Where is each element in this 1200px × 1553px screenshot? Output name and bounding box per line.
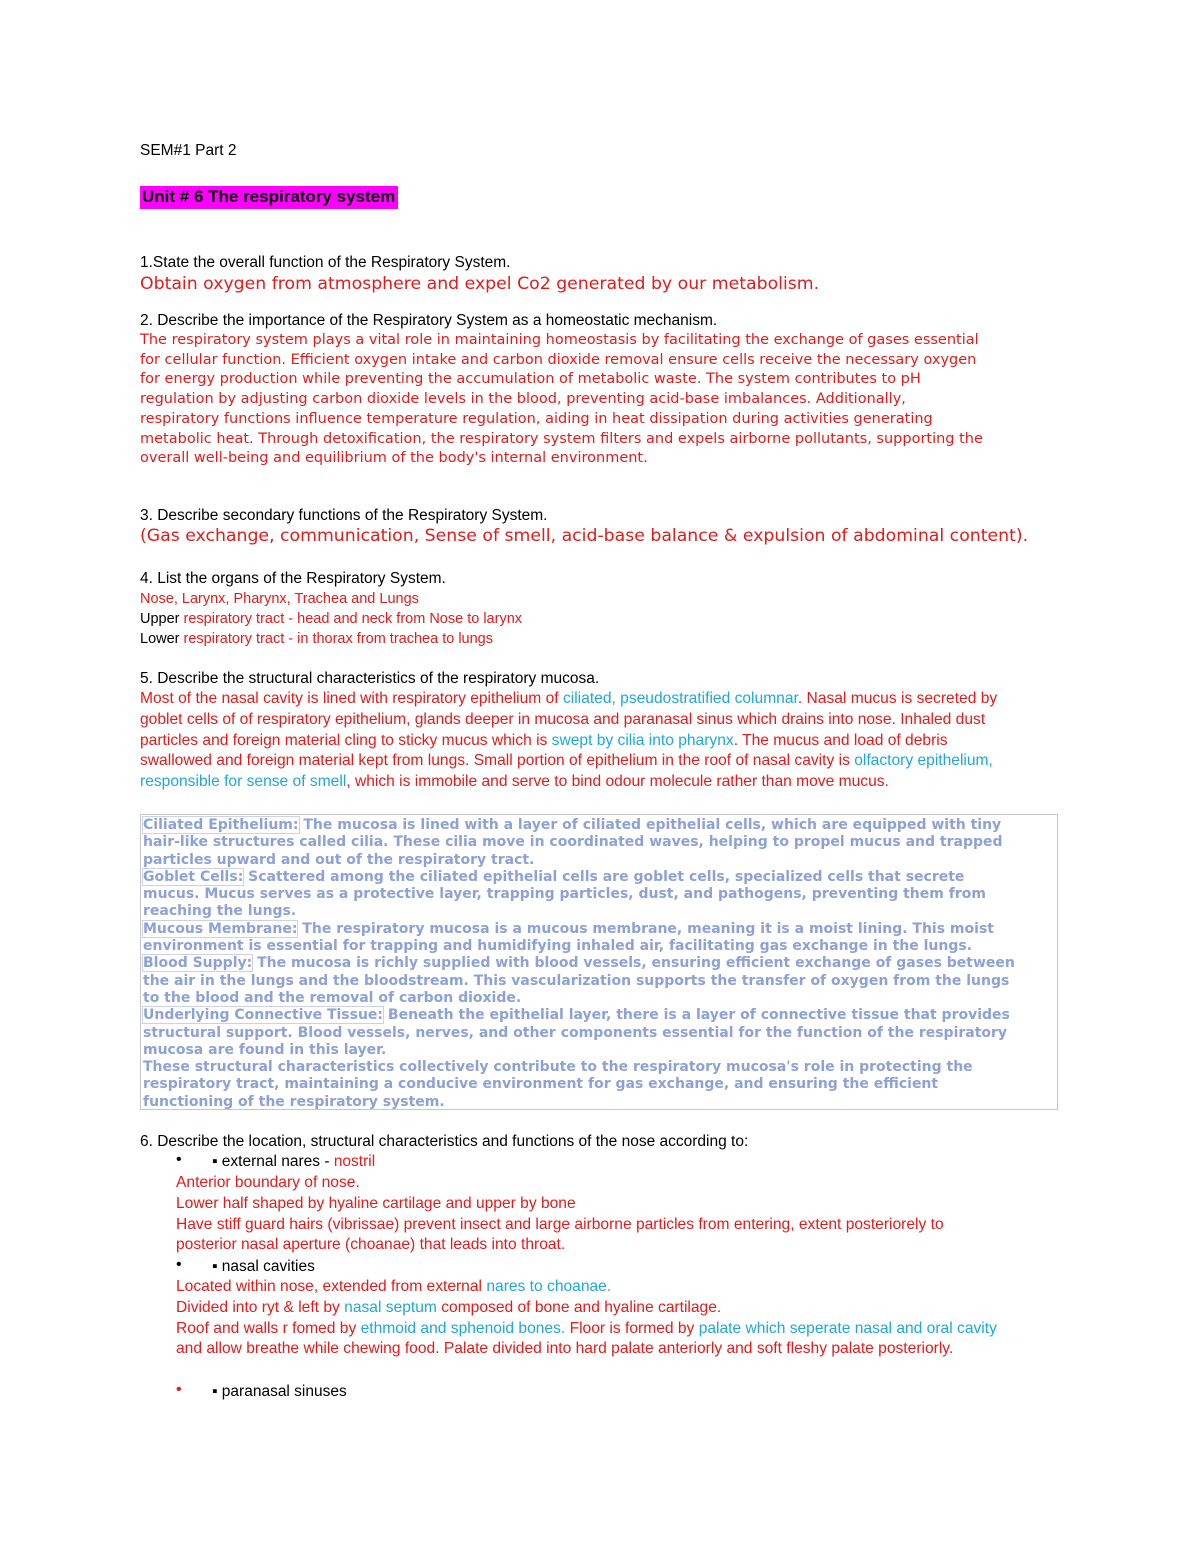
item-nasal-cavities: ▪ nasal cavities xyxy=(212,1258,315,1275)
q6-question: 6. Describe the location, structural characteristics and functions of the nose according to: xyxy=(140,1133,749,1150)
bullet-2: • xyxy=(176,1256,182,1273)
q2-question: 2. Describe the importance of the Respiratory System as a homeostatic mechanism. xyxy=(140,312,718,329)
q4-question: 4. List the organs of the Respiratory System. xyxy=(140,570,446,587)
q4-lower: Lower respiratory tract - in thorax from trachea to lungs xyxy=(140,631,493,647)
q1-answer: Obtain oxygen from atmosphere and expel Co2 generated by our metabolism. xyxy=(140,274,820,294)
q5-question: 5. Describe the structural characteristics of the respiratory mucosa. xyxy=(140,670,600,687)
connective-label: Underlying Connective Tissue: xyxy=(143,1007,384,1024)
bullet-1: • xyxy=(176,1151,182,1168)
q4-organs: Nose, Larynx, Pharynx, Trachea and Lungs xyxy=(140,591,419,607)
q2-answer: The respiratory system plays a vital role in maintaining homeostasis by facilitating the exchange of gases essential for cellular function. Efficient oxygen intake and carbon dioxide removal ensure cells receive the necessary oxygen for energy production while preventing the accumulation of metabolic waste. The system contributes to pH regulation by adjusting carbon dioxide levels in the blood, preventing acid-base imbalances. Additionally, respiratory functions influence temperature regulation, aiding in heat dissipation during activities generating metabolic heat. Through detoxification, the respiratory system filters and expels airborne pollutants, supporting the overall well-being and equilibrium of the body's internal environment. xyxy=(140,332,983,467)
nasal-cavities-details: Located within nose, extended from external nares to choanae. Divided into ryt & left by nasal septum composed of bone and hyaline cartilage. Roof and walls r fomed by ethmoid and sphenoid bones. Floor is formed by palate which seperate nasal and oral cavity and allow breathe while chewing food. Palate divided into hard palate anteriorly and soft fleshy palate posteriorly. xyxy=(176,1278,997,1358)
external-nares-details: Anterior boundary of nose. Lower half shaped by hyaline cartilage and upper by bone Have stiff guard hairs (vibrissae) prevent insect and large airborne particles from entering, extent posteriorely to posterior nasal aperture (choanae) that leads into throat. xyxy=(176,1174,944,1254)
unit-title: Unit # 6 The respiratory system xyxy=(140,186,398,209)
item-external-nares: ▪ external nares - nostril xyxy=(212,1153,376,1170)
q5-answer: Most of the nasal cavity is lined with respiratory epithelium of ciliated, pseudostratified columnar. Nasal mucus is secreted by goblet cells of of respiratory epithelium, glands deeper in mucosa and paranasal sinus which drains into nose. Inhaled dust particles and foreign material cling to sticky mucus which is swept by cilia into pharynx. The mucus and load of debris swallowed and foreign material kept from lungs. Small portion of epithelium in the roof of nasal cavity is olfactory epithelium, responsible for sense of smell, which is immobile and serve to bind odour molecule rather than move mucus. xyxy=(140,690,998,791)
ciliated-label: Ciliated Epithelium: xyxy=(143,817,299,833)
bullet-3: • xyxy=(176,1381,182,1398)
q3-question: 3. Describe secondary functions of the Respiratory System. xyxy=(140,507,548,524)
mucous-label: Mucous Membrane: xyxy=(143,920,298,937)
sem-header: SEM#1 Part 2 xyxy=(140,142,237,159)
mucosa-info-box: Ciliated Epithelium: The mucosa is lined with a layer of ciliated epithelial cells, which are equipped with tiny hair-like structures called cilia. These cilia move in coordinated waves, helping to propel mucus and trapped particles upward and out of the respiratory tract. Goblet Cells: Scattered among the ciliated epithelial cells are goblet cells, specialized cells that secrete mucus. Mucus serves as a protective layer, trapping particles, dust, and pathogens, preventing them from reaching the lungs. Mucous Membrane: The respiratory mucosa is a mucous membrane, meaning it is a moist lining. This moist environment is essential for trapping and humidifying inhaled air, facilitating gas exchange in the lungs. Blood Supply: The mucosa is richly supplied with blood vessels, ensuring efficient exchange of gases between the air in the lungs and the bloodstream. This vascularization supports the transfer of oxygen from the lungs to the blood and the removal of carbon dioxide. Underlying Connective Tissue: Beneath the epithelial layer, there is a layer of connective tissue that provides structural support. Blood vessels, nerves, and other components essential for the function of the respiratory mucosa are found in this layer. These structural characteristics collectively contribute to the respiratory mucosa's role in protecting the respiratory tract, maintaining a conducive environment for gas exchange, and ensuring the efficient functioning of the respiratory system. xyxy=(140,814,1058,1110)
q1-question: 1.State the overall function of the Respiratory System. xyxy=(140,254,511,271)
q4-upper: Upper respiratory tract - head and neck from Nose to larynx xyxy=(140,611,523,627)
goblet-label: Goblet Cells: xyxy=(143,868,244,885)
item-paranasal-sinuses: ▪ paranasal sinuses xyxy=(212,1383,347,1400)
blood-label: Blood Supply: xyxy=(143,955,253,972)
q3-answer: (Gas exchange, communication, Sense of smell, acid-base balance & expulsion of abdominal content). xyxy=(140,526,1029,546)
